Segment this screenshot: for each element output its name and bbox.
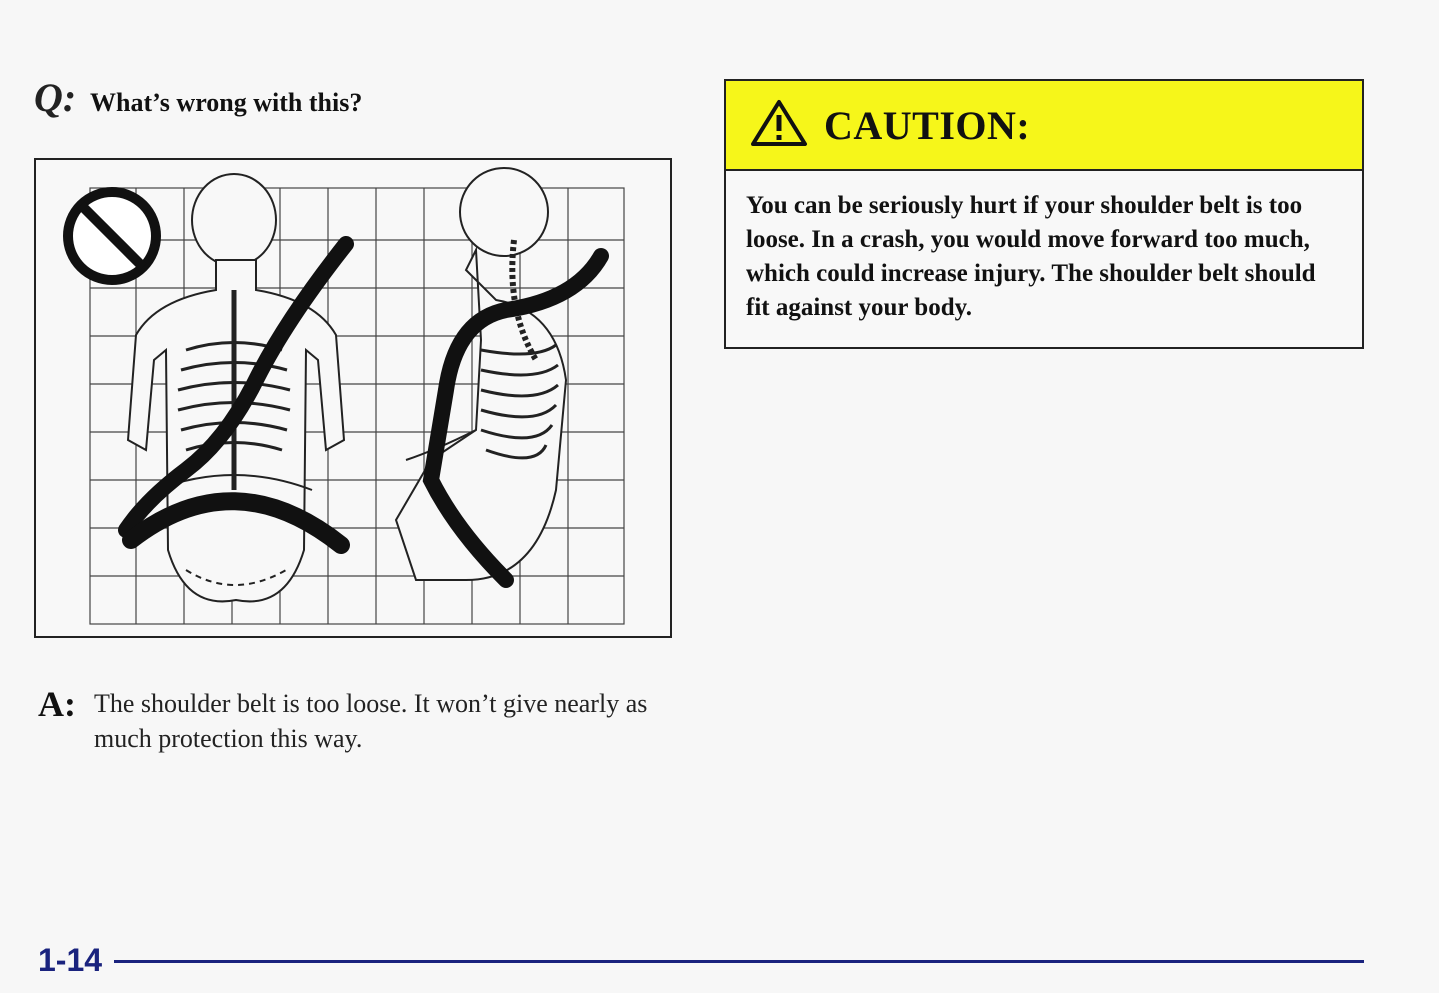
warning-triangle-icon — [750, 98, 808, 153]
caution-box — [724, 79, 1364, 349]
question-text: What’s wrong with this? — [90, 88, 363, 117]
caution-body-text: You can be seriously hurt if your shoulder belt is too loose. In a crash, you would move forward too much, which could increase injury. The shoulder belt should fit against your body. — [746, 192, 1316, 321]
page-number: 1-14 — [38, 942, 103, 978]
caution-title: CAUTION: — [824, 102, 1031, 148]
answer-text: The shoulder belt is too loose. It won’t give nearly as much protection this way. — [94, 689, 648, 753]
no-symbol-icon — [68, 192, 156, 280]
question-mark-label: Q: — [34, 75, 77, 120]
footer-rule — [114, 960, 1364, 963]
page-footer — [38, 942, 102, 979]
question — [34, 74, 362, 121]
seat-belt-illustration — [34, 158, 672, 638]
caution-header — [726, 81, 1362, 171]
answer-mark-label: A: — [38, 684, 76, 724]
answer — [38, 686, 674, 756]
